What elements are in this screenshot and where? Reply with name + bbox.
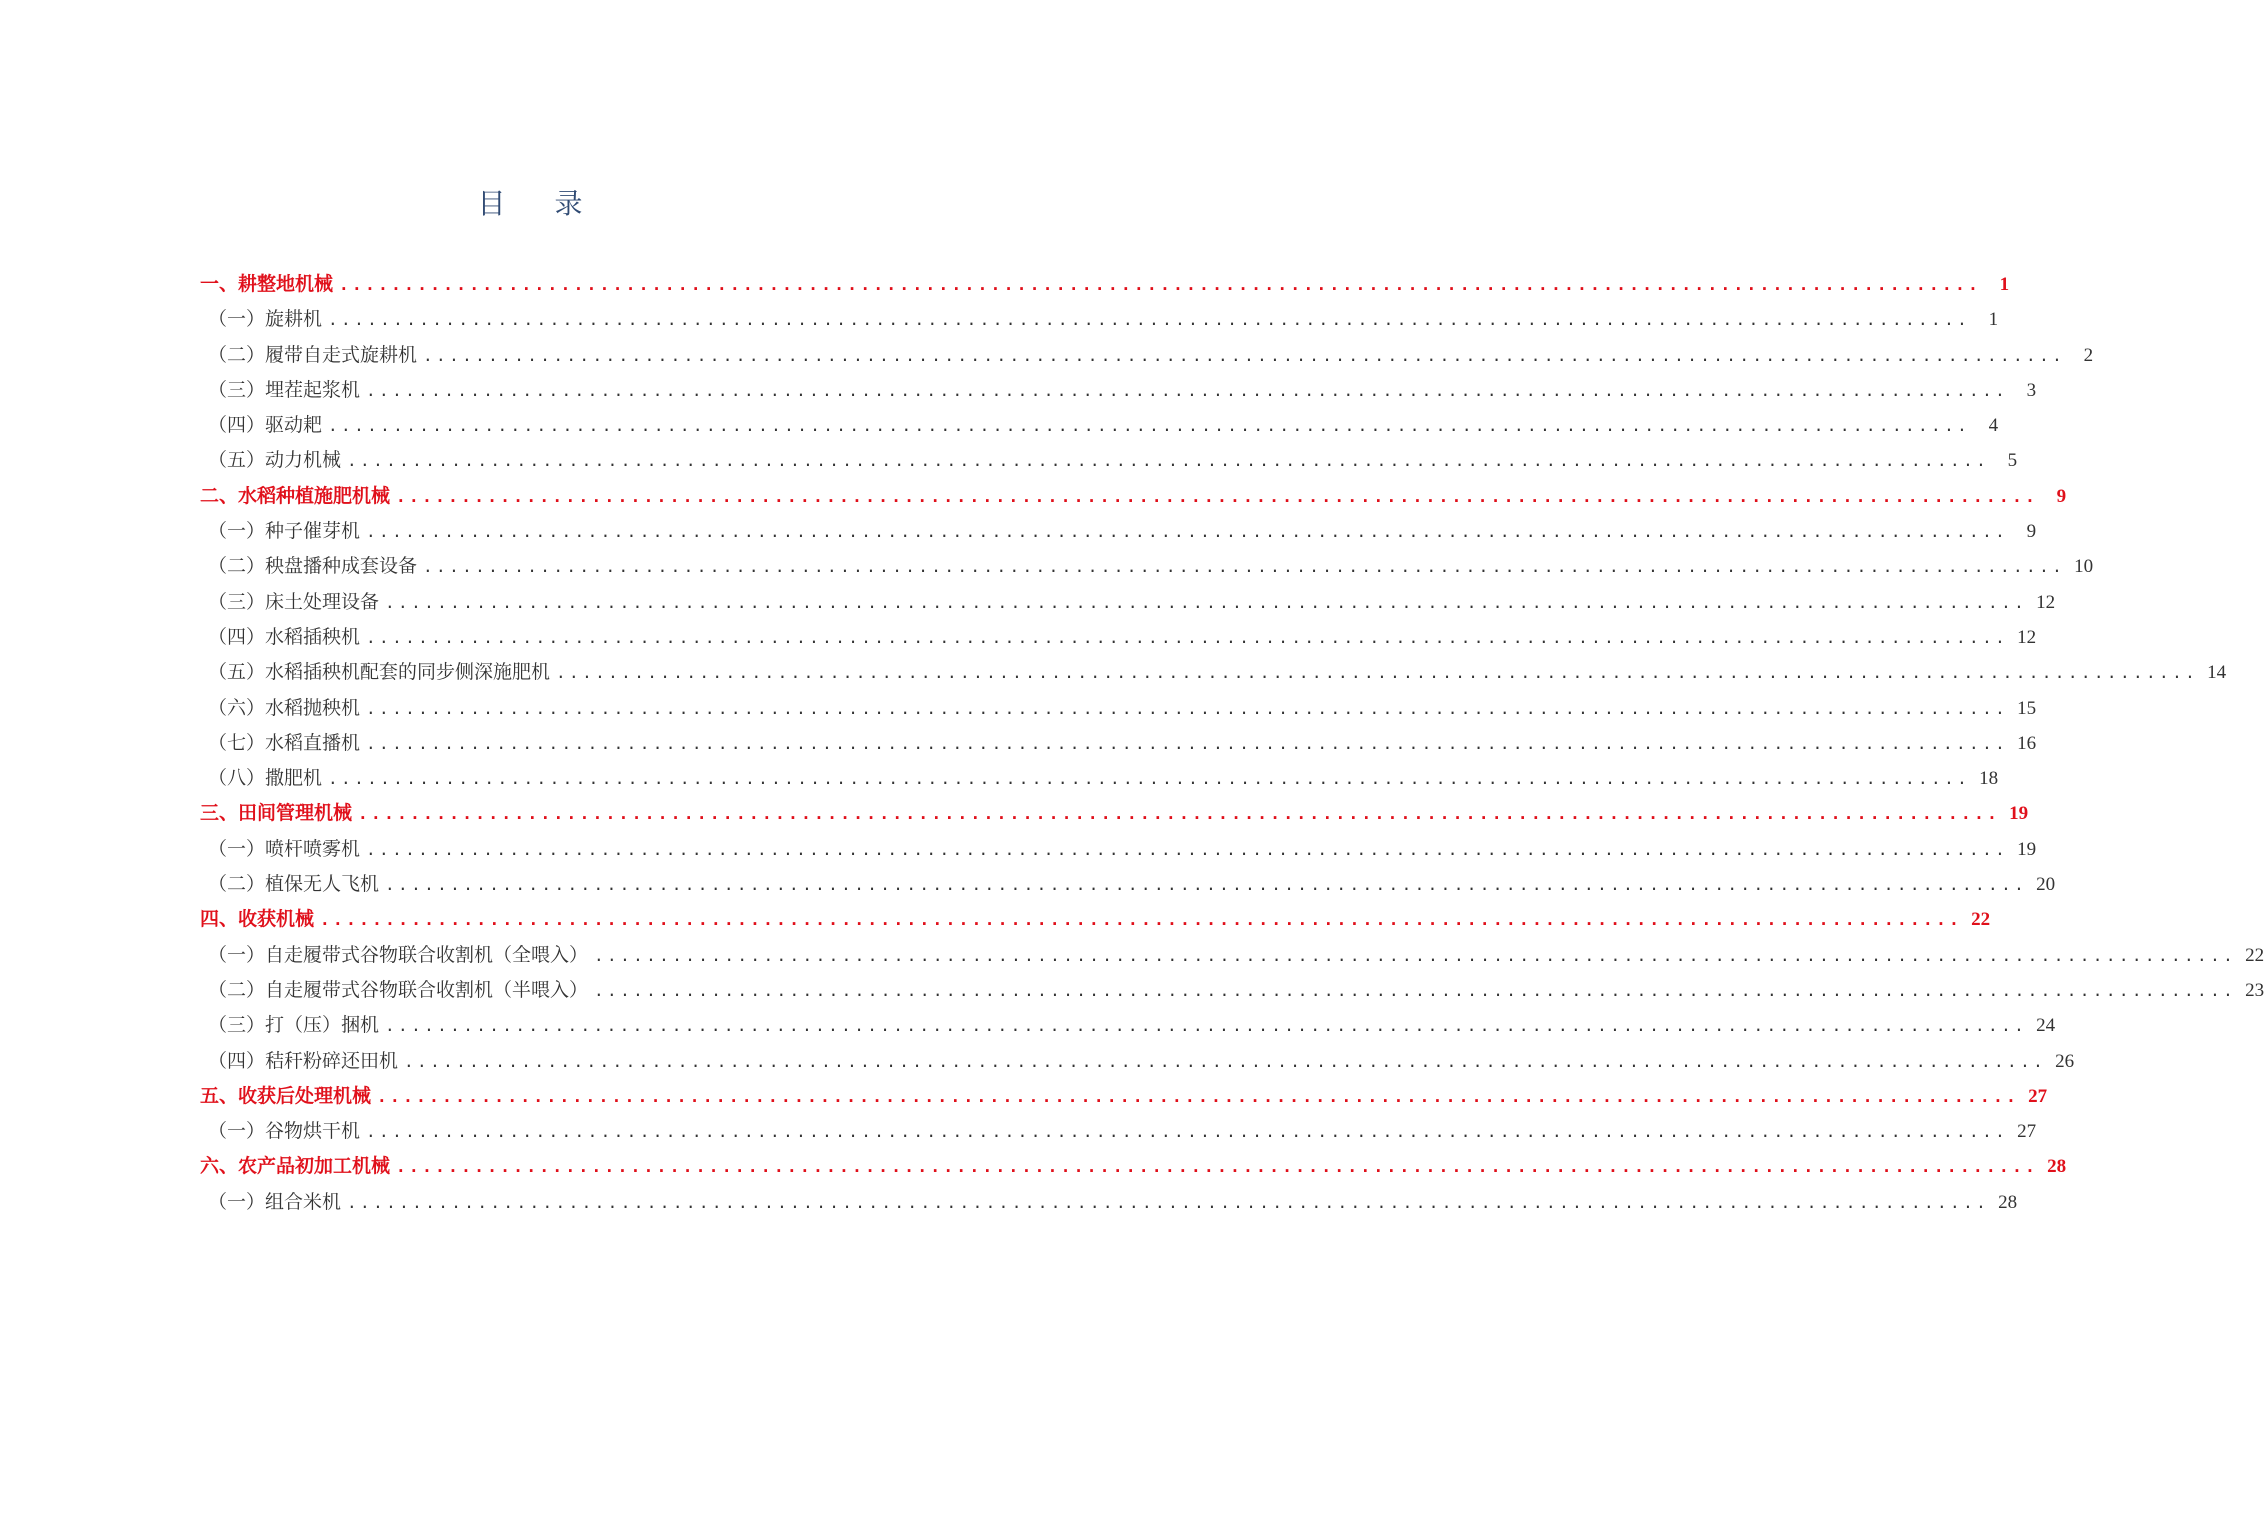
toc-entry-label: 二、水稻种植施肥机械: [200, 484, 391, 507]
toc-page-number: 18: [1979, 768, 1999, 790]
toc-entry-label: （二）自走履带式谷物联合收割机（半喂入）: [208, 978, 589, 1001]
dot-leader: ..............................................................................................................................: [556, 663, 2199, 683]
toc-section-entry[interactable]: [200, 1079, 2048, 1114]
table-of-contents: [200, 267, 2264, 1220]
toc-page-number: 23: [2245, 979, 2264, 1001]
toc-entry-label: （一）谷物烘干机: [208, 1120, 361, 1143]
dot-leader: ..............................................................................................................................: [366, 522, 2009, 542]
toc-page-number: 9: [2026, 521, 2037, 543]
toc-subsection-entry[interactable]: [200, 443, 2018, 478]
toc-page-number: 12: [2017, 626, 2037, 648]
toc-entry-label: （一）种子催芽机: [208, 520, 361, 543]
toc-page-number: 22: [1971, 909, 1991, 931]
toc-subsection-entry[interactable]: [200, 549, 2094, 584]
toc-entry-label: （八）撒肥机: [208, 767, 323, 790]
toc-page-number: 19: [2017, 838, 2037, 860]
toc-page-number: 10: [2074, 556, 2094, 578]
toc-page-number: 26: [2055, 1050, 2075, 1072]
dot-leader: ..............................................................................................................................: [328, 769, 1971, 789]
toc-section-entry[interactable]: [200, 902, 1991, 937]
dot-leader: ..............................................................................................................................: [339, 275, 1982, 294]
toc-section-entry[interactable]: [200, 796, 2029, 831]
toc-subsection-entry[interactable]: [200, 1008, 2056, 1043]
dot-leader: ..............................................................................................................................: [423, 557, 2066, 577]
toc-page-number: 27: [2017, 1121, 2037, 1143]
toc-page-number: 5: [2007, 450, 2018, 472]
toc-entry-label: 三、田间管理机械: [200, 802, 353, 825]
toc-subsection-entry[interactable]: [200, 1044, 2075, 1079]
toc-page-number: 4: [1988, 415, 1999, 437]
toc-page-number: 12: [2036, 591, 2056, 613]
toc-page-number: 16: [2017, 732, 2037, 754]
toc-subsection-entry[interactable]: [200, 867, 2056, 902]
toc-subsection-entry[interactable]: [200, 514, 2037, 549]
toc-subsection-entry[interactable]: [200, 973, 2264, 1008]
toc-entry-label: （六）水稻抛秧机: [208, 696, 361, 719]
dot-leader: ..............................................................................................................................: [385, 1016, 2028, 1036]
toc-entry-label: （七）水稻直播机: [208, 731, 361, 754]
toc-subsection-entry[interactable]: [200, 1114, 2037, 1149]
toc-subsection-entry[interactable]: [200, 620, 2037, 655]
toc-page-number: 14: [2207, 662, 2227, 684]
toc-entry-label: （五）动力机械: [208, 449, 342, 472]
dot-leader: ..............................................................................................................................: [328, 310, 1971, 330]
toc-subsection-entry[interactable]: [200, 408, 1999, 443]
toc-subsection-entry[interactable]: [200, 691, 2037, 726]
toc-subsection-entry[interactable]: [200, 373, 2037, 408]
dot-leader: ..............................................................................................................................: [396, 486, 2039, 506]
dot-leader: ..............................................................................................................................: [358, 804, 2001, 824]
toc-section-entry[interactable]: [200, 479, 2067, 514]
toc-entry-label: （二）秧盘播种成套设备: [208, 555, 418, 578]
toc-entry-label: （四）驱动耙: [208, 414, 323, 437]
dot-leader: ..............................................................................................................................: [385, 592, 2028, 612]
dot-leader: ..............................................................................................................................: [366, 380, 2009, 400]
toc-page-number: 15: [2017, 697, 2037, 719]
toc-entry-label: （四）水稻插秧机: [208, 625, 361, 648]
toc-subsection-entry[interactable]: [200, 726, 2037, 761]
toc-entry-label: 六、农产品初加工机械: [200, 1155, 391, 1178]
toc-entry-label: （一）组合米机: [208, 1190, 342, 1213]
dot-leader: ..............................................................................................................................: [366, 698, 2009, 718]
dot-leader: ..............................................................................................................................: [328, 416, 1971, 436]
toc-page-number: 19: [2009, 803, 2029, 825]
dot-leader: ..............................................................................................................................: [385, 875, 2028, 895]
toc-page-number: 1: [1999, 274, 2010, 295]
toc-subsection-entry[interactable]: [200, 302, 1999, 337]
toc-subsection-entry[interactable]: [200, 761, 1999, 796]
toc-page-number: 1: [1988, 309, 1999, 331]
toc-subsection-entry[interactable]: [200, 338, 2094, 373]
toc-entry-label: （一）自走履带式谷物联合收割机（全喂入）: [208, 943, 589, 966]
toc-entry-label: 一、耕整地机械: [200, 273, 334, 295]
toc-section-entry[interactable]: [200, 1149, 2067, 1184]
toc-entry-label: （三）埋茬起浆机: [208, 378, 361, 401]
dot-leader: ..............................................................................................................................: [347, 1192, 1990, 1212]
dot-leader: ..............................................................................................................................: [347, 451, 1990, 471]
dot-leader: ..............................................................................................................................: [377, 1086, 2020, 1106]
toc-subsection-entry[interactable]: [200, 832, 2037, 867]
toc-page-number: 28: [1998, 1191, 2018, 1213]
dot-leader: ..............................................................................................................................: [396, 1157, 2039, 1177]
toc-section-entry[interactable]: [200, 267, 2010, 302]
toc-entry-label: （二）植保无人飞机: [208, 873, 380, 896]
toc-subsection-entry[interactable]: [200, 655, 2227, 690]
toc-entry-label: 五、收获后处理机械: [200, 1084, 372, 1107]
toc-entry-label: （三）打（压）捆机: [208, 1014, 380, 1037]
toc-page-number: 27: [2028, 1085, 2048, 1107]
toc-entry-label: （五）水稻插秧机配套的同步侧深施肥机: [208, 661, 551, 684]
dot-leader: ..............................................................................................................................: [423, 345, 2066, 365]
dot-leader: ..............................................................................................................................: [404, 1051, 2047, 1071]
dot-leader: ..............................................................................................................................: [594, 945, 2237, 965]
toc-entry-label: （三）床土处理设备: [208, 590, 380, 613]
toc-subsection-entry[interactable]: [200, 1185, 2018, 1220]
dot-leader: ..............................................................................................................................: [366, 839, 2009, 859]
toc-page-number: 22: [2245, 944, 2264, 966]
toc-entry-label: （一）旋耕机: [208, 308, 323, 331]
toc-page-number: 3: [2026, 379, 2037, 401]
page-title: 目 录: [477, 187, 603, 220]
toc-subsection-entry[interactable]: [200, 938, 2264, 973]
dot-leader: ..............................................................................................................................: [594, 980, 2237, 1000]
toc-entry-label: 四、收获机械: [200, 908, 315, 931]
dot-leader: ..............................................................................................................................: [366, 1122, 2009, 1142]
toc-page-number: 24: [2036, 1015, 2056, 1037]
toc-page-number: 20: [2036, 874, 2056, 896]
dot-leader: ..............................................................................................................................: [320, 910, 1963, 930]
toc-page-number: 9: [2056, 485, 2067, 507]
toc-entry-label: （一）喷杆喷雾机: [208, 837, 361, 860]
dot-leader: ..............................................................................................................................: [366, 733, 2009, 753]
dot-leader: ..............................................................................................................................: [366, 627, 2009, 647]
toc-entry-label: （二）履带自走式旋耕机: [208, 343, 418, 366]
toc-entry-label: （四）秸秆粉碎还田机: [208, 1049, 399, 1072]
toc-page-number: 2: [2083, 344, 2094, 366]
toc-subsection-entry[interactable]: [200, 585, 2056, 620]
toc-page-number: 28: [2047, 1156, 2067, 1178]
